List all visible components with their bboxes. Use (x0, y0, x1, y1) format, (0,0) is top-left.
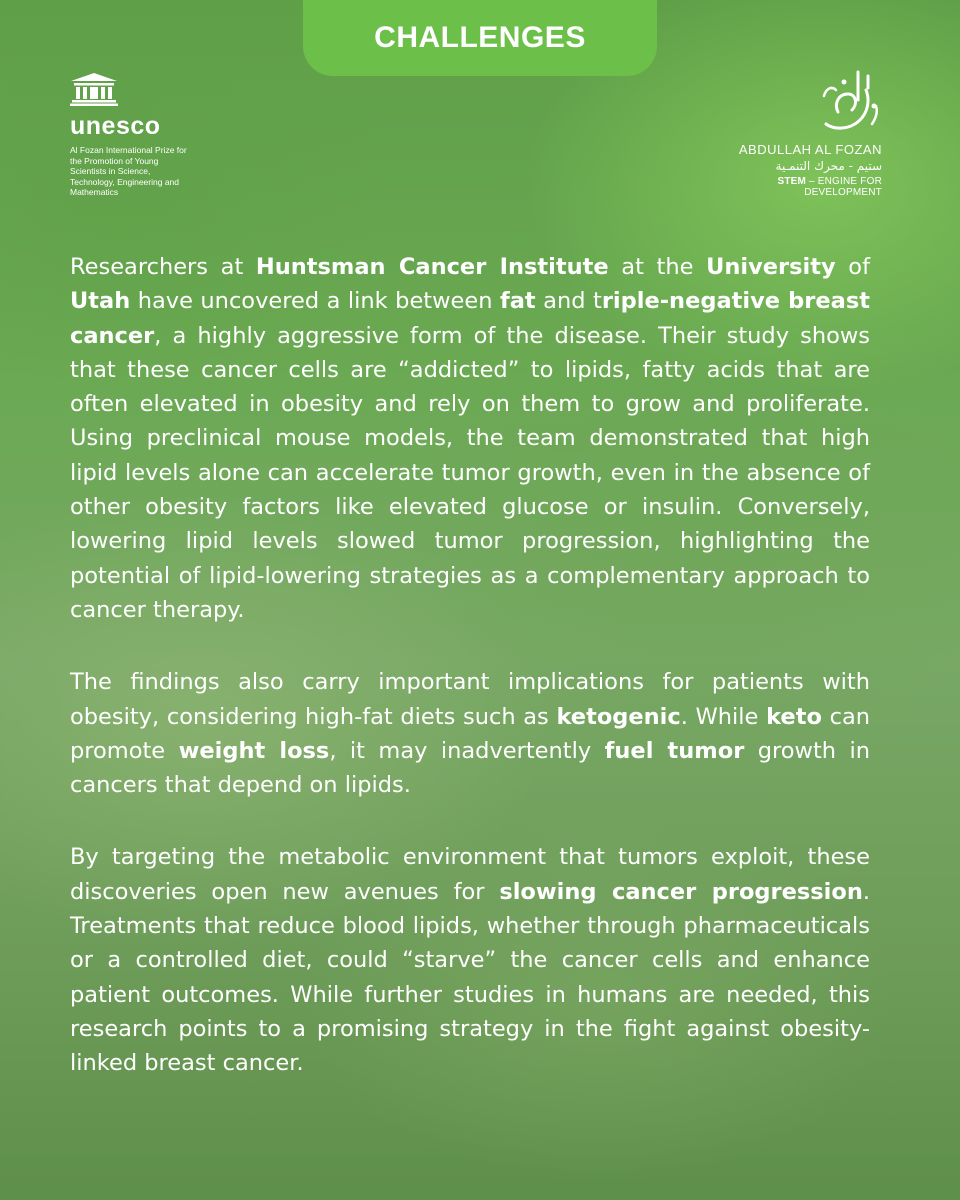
unesco-wordmark: unesco (70, 112, 161, 140)
fozan-calligraphy-emblem-icon (816, 66, 882, 136)
fozan-logo (720, 66, 890, 198)
challenges-tab (303, 0, 657, 76)
text-run: By targeting the metabolic environment that tumors exploit, these discoveries open new avenues for (70, 844, 870, 905)
text-run: and t (535, 288, 602, 315)
bold-phrase: Huntsman Cancer Institute (255, 254, 609, 280)
article-paragraph (70, 250, 870, 627)
stem-prefix: STEM (777, 176, 807, 187)
bold-phrase: keto (766, 703, 822, 730)
bold-phrase: ketogenic (556, 703, 681, 730)
bold-phrase: Utah (70, 288, 131, 315)
bold-phrase: weight loss (178, 737, 330, 764)
fozan-arabic-tagline: ستيم - محرك التنمـية (775, 159, 882, 173)
bold-phrase: University (706, 254, 836, 280)
text-run: , it may inadvertently (329, 737, 605, 764)
bold-phrase: fuel tumor (604, 737, 745, 764)
bold-phrase: slowing cancer progression (499, 878, 863, 905)
tab-label: CHALLENGES (374, 21, 586, 54)
text-run: , a highly aggressive form of the disease. Their study shows that these cancer cells are “addicted” to lipids, fatty acids that are often elevated in obesity and rely on them to grow and proliferate. Using preclinical mouse models, the team demonstrated that high lipid levels alone can accelerate tumor growth, even in the absence of other obesity factors like elevated glucose or insulin. Conversely, lowering lipid levels slowed tumor progression, highlighting the potential of lipid-lowering strategies as a complementary approach to cancer therapy. (70, 322, 870, 623)
text-run: . While (680, 703, 767, 730)
unesco-temple-icon (70, 72, 118, 106)
stem-rest: – ENGINE FOR DEVELOPMENT (804, 176, 882, 198)
text-run: can promote (70, 703, 871, 764)
unesco-logo (70, 72, 200, 198)
article-paragraph (70, 665, 870, 802)
text-run: . Treatments that reduce blood lipids, whether through pharmaceuticals or a controlled diet, could “starve” the cancer cells and enhance patient outcomes. While further studies in humans are needed, this research points to a promising strategy in the fight against obesity-linked breast cancer. (70, 878, 870, 1077)
text-run: at the (608, 254, 707, 280)
text-run: Researchers at (70, 254, 256, 280)
bold-phrase: riple-negative breast cancer (70, 288, 870, 349)
text-run: have uncovered a link between (130, 288, 500, 315)
bold-phrase: fat (499, 288, 536, 315)
text-run: The findings also carry important implications for patients with obesity, considering high-fat diets such as (70, 669, 870, 730)
text-run: growth in cancers that depend on lipids. (70, 737, 870, 799)
unesco-description: Al Fozan International Prize for the Promotion of Young Scientists in Science, Technology, Engineering and Mathematics (70, 145, 187, 197)
fozan-stem-tagline (720, 176, 890, 198)
text-run: of (835, 254, 870, 280)
article-body (70, 250, 870, 1119)
fozan-name: ABDULLAH AL FOZAN (738, 142, 882, 157)
article-paragraph (70, 840, 870, 1080)
